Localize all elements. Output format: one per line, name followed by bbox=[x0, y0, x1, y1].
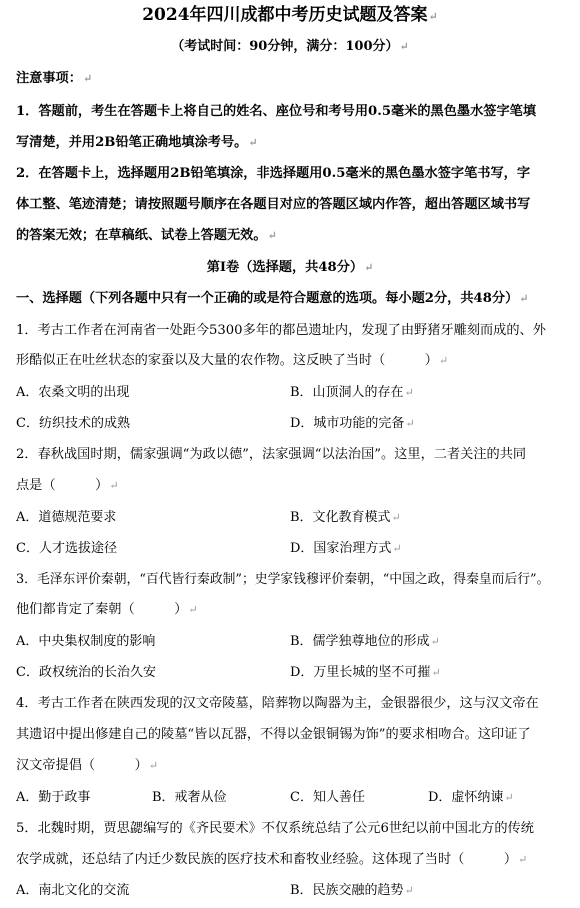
paragraph-mark: ↵ bbox=[404, 884, 414, 897]
notice-item-2-line-2: 体工整、笔迹清楚；请按照题号顺序在各题目对应的答题区域内作答，超出答题区域书写 bbox=[16, 197, 531, 212]
paragraph-mark: ↵ bbox=[109, 479, 119, 492]
paragraph-mark: ↵ bbox=[405, 417, 415, 430]
notice-item-2-line-1: 2．在答题卡上，选择题用2B铅笔填涂，非选择题用0.5毫米的黑色墨水签字笔书写，字 bbox=[16, 166, 531, 181]
paragraph-mark: ↵ bbox=[188, 603, 198, 616]
question-3-line-1: 3．毛泽东评价秦朝，“百代皆行秦政制”；史学家钱穆评价秦朝，“中国之政，得秦皇而后行”。 bbox=[16, 572, 550, 587]
question-2-line-2: 点是（ ）↵ bbox=[16, 478, 119, 493]
question-2-option-b: B．文化教育模式↵ bbox=[290, 510, 401, 525]
paragraph-mark: ↵ bbox=[439, 354, 449, 367]
exam-info: （考试时间：90分钟，满分：100分）↵ bbox=[171, 39, 409, 54]
notice-item-2-line-3: 的答案无效；在草稿纸、试卷上答题无效。↵ bbox=[16, 228, 277, 243]
question-2-line-1: 2．春秋战国时期，儒家强调“为政以德”，法家强调“以法治国”。这里，二者关注的共同 bbox=[16, 447, 527, 462]
question-2-option-c: C．人才选拔途径 bbox=[16, 541, 117, 556]
paragraph-mark: ↵ bbox=[364, 261, 374, 274]
question-1-option-a: A．农桑文明的出现 bbox=[16, 385, 130, 400]
question-1-option-c: C．纺织技术的成熟 bbox=[16, 416, 130, 431]
question-5-option-b: B．民族交融的趋势↵ bbox=[290, 883, 414, 898]
paragraph-mark: ↵ bbox=[399, 40, 409, 53]
question-3-option-b: B．儒学独尊地位的形成↵ bbox=[290, 634, 440, 649]
question-4-line-1: 4．考古工作者在陕西发现的汉文帝陵墓，陪葬物以陶器为主，金银器很少，这与汉文帝在 bbox=[16, 696, 539, 711]
question-4-line-3: 汉文帝提倡（ ）↵ bbox=[16, 758, 159, 773]
notice-item-1-line-1: 1．答题前，考生在答题卡上将自己的姓名、座位号和考号用0.5毫米的黑色墨水签字笔填 bbox=[16, 104, 537, 119]
question-3-line-2: 他们都肯定了秦朝（ ）↵ bbox=[16, 602, 198, 617]
notice-item-1-line-2: 写清楚，并用2B铅笔正确地填涂考号。↵ bbox=[16, 135, 258, 150]
question-2-option-a: A．道德规范要求 bbox=[16, 510, 117, 525]
paragraph-mark: ↵ bbox=[431, 666, 441, 679]
paragraph-mark: ↵ bbox=[267, 229, 277, 242]
paragraph-mark: ↵ bbox=[392, 542, 402, 555]
paragraph-mark: ↵ bbox=[428, 10, 438, 23]
question-1-option-b: B．山顶洞人的存在↵ bbox=[290, 385, 414, 400]
question-3-option-c: C．政权统治的长治久安 bbox=[16, 665, 156, 680]
question-5-line-2: 农学成就，还总结了内迁少数民族的医疗技术和畜牧业经验。这体现了当时（ ）↵ bbox=[16, 852, 528, 867]
question-1-line-2: 形酷似正在吐丝状态的家蚕以及大量的农作物。这反映了当时（ ）↵ bbox=[16, 353, 449, 368]
paragraph-mark: ↵ bbox=[82, 72, 93, 85]
question-4-option-b: B．戒奢从俭 bbox=[152, 790, 227, 805]
paragraph-mark: ↵ bbox=[519, 292, 529, 305]
question-2-option-d: D．国家治理方式↵ bbox=[290, 541, 402, 556]
question-1-line-1: 1．考古工作者在河南省一处距今5300多年的都邑遗址内，发现了由野猪牙雕刻而成的、外 bbox=[16, 323, 546, 338]
question-5-option-a: A．南北文化的交流 bbox=[16, 883, 130, 898]
volume-heading: 第Ⅰ卷（选择题，共48分）↵ bbox=[206, 260, 374, 275]
paragraph-mark: ↵ bbox=[391, 511, 401, 524]
question-3-option-a: A．中央集权制度的影响 bbox=[16, 634, 156, 649]
page-title: 2024年四川成都中考历史试题及答案↵ bbox=[142, 5, 438, 25]
paragraph-mark: ↵ bbox=[248, 136, 258, 149]
question-3-option-d: D．万里长城的坚不可摧↵ bbox=[290, 665, 441, 680]
paragraph-mark: ↵ bbox=[148, 759, 159, 772]
question-4-option-c: C．知人善任 bbox=[290, 790, 365, 805]
paragraph-mark: ↵ bbox=[504, 791, 514, 804]
notice-heading: 注意事项：↵ bbox=[16, 71, 93, 86]
paragraph-mark: ↵ bbox=[518, 853, 528, 866]
question-4-option-a: A．勤于政事 bbox=[16, 790, 91, 805]
question-1-option-d: D．城市功能的完备↵ bbox=[290, 416, 415, 431]
paragraph-mark: ↵ bbox=[404, 386, 414, 399]
section-heading: 一、选择题（下列各题中只有一个正确的或是符合题意的选项。每小题2分，共48分）↵ bbox=[16, 291, 529, 306]
question-4-line-2: 其遗诏中提出修建自己的陵墓“皆以瓦器，不得以金银铜锡为饰”的要求相吻合。这印证了 bbox=[16, 727, 531, 742]
question-5-line-1: 5．北魏时期，贾思勰编写的《齐民要术》不仅系统总结了公元6世纪以前中国北方的传统 bbox=[16, 821, 534, 836]
paragraph-mark: ↵ bbox=[430, 635, 440, 648]
question-4-option-d: D．虚怀纳谏↵ bbox=[428, 790, 514, 805]
